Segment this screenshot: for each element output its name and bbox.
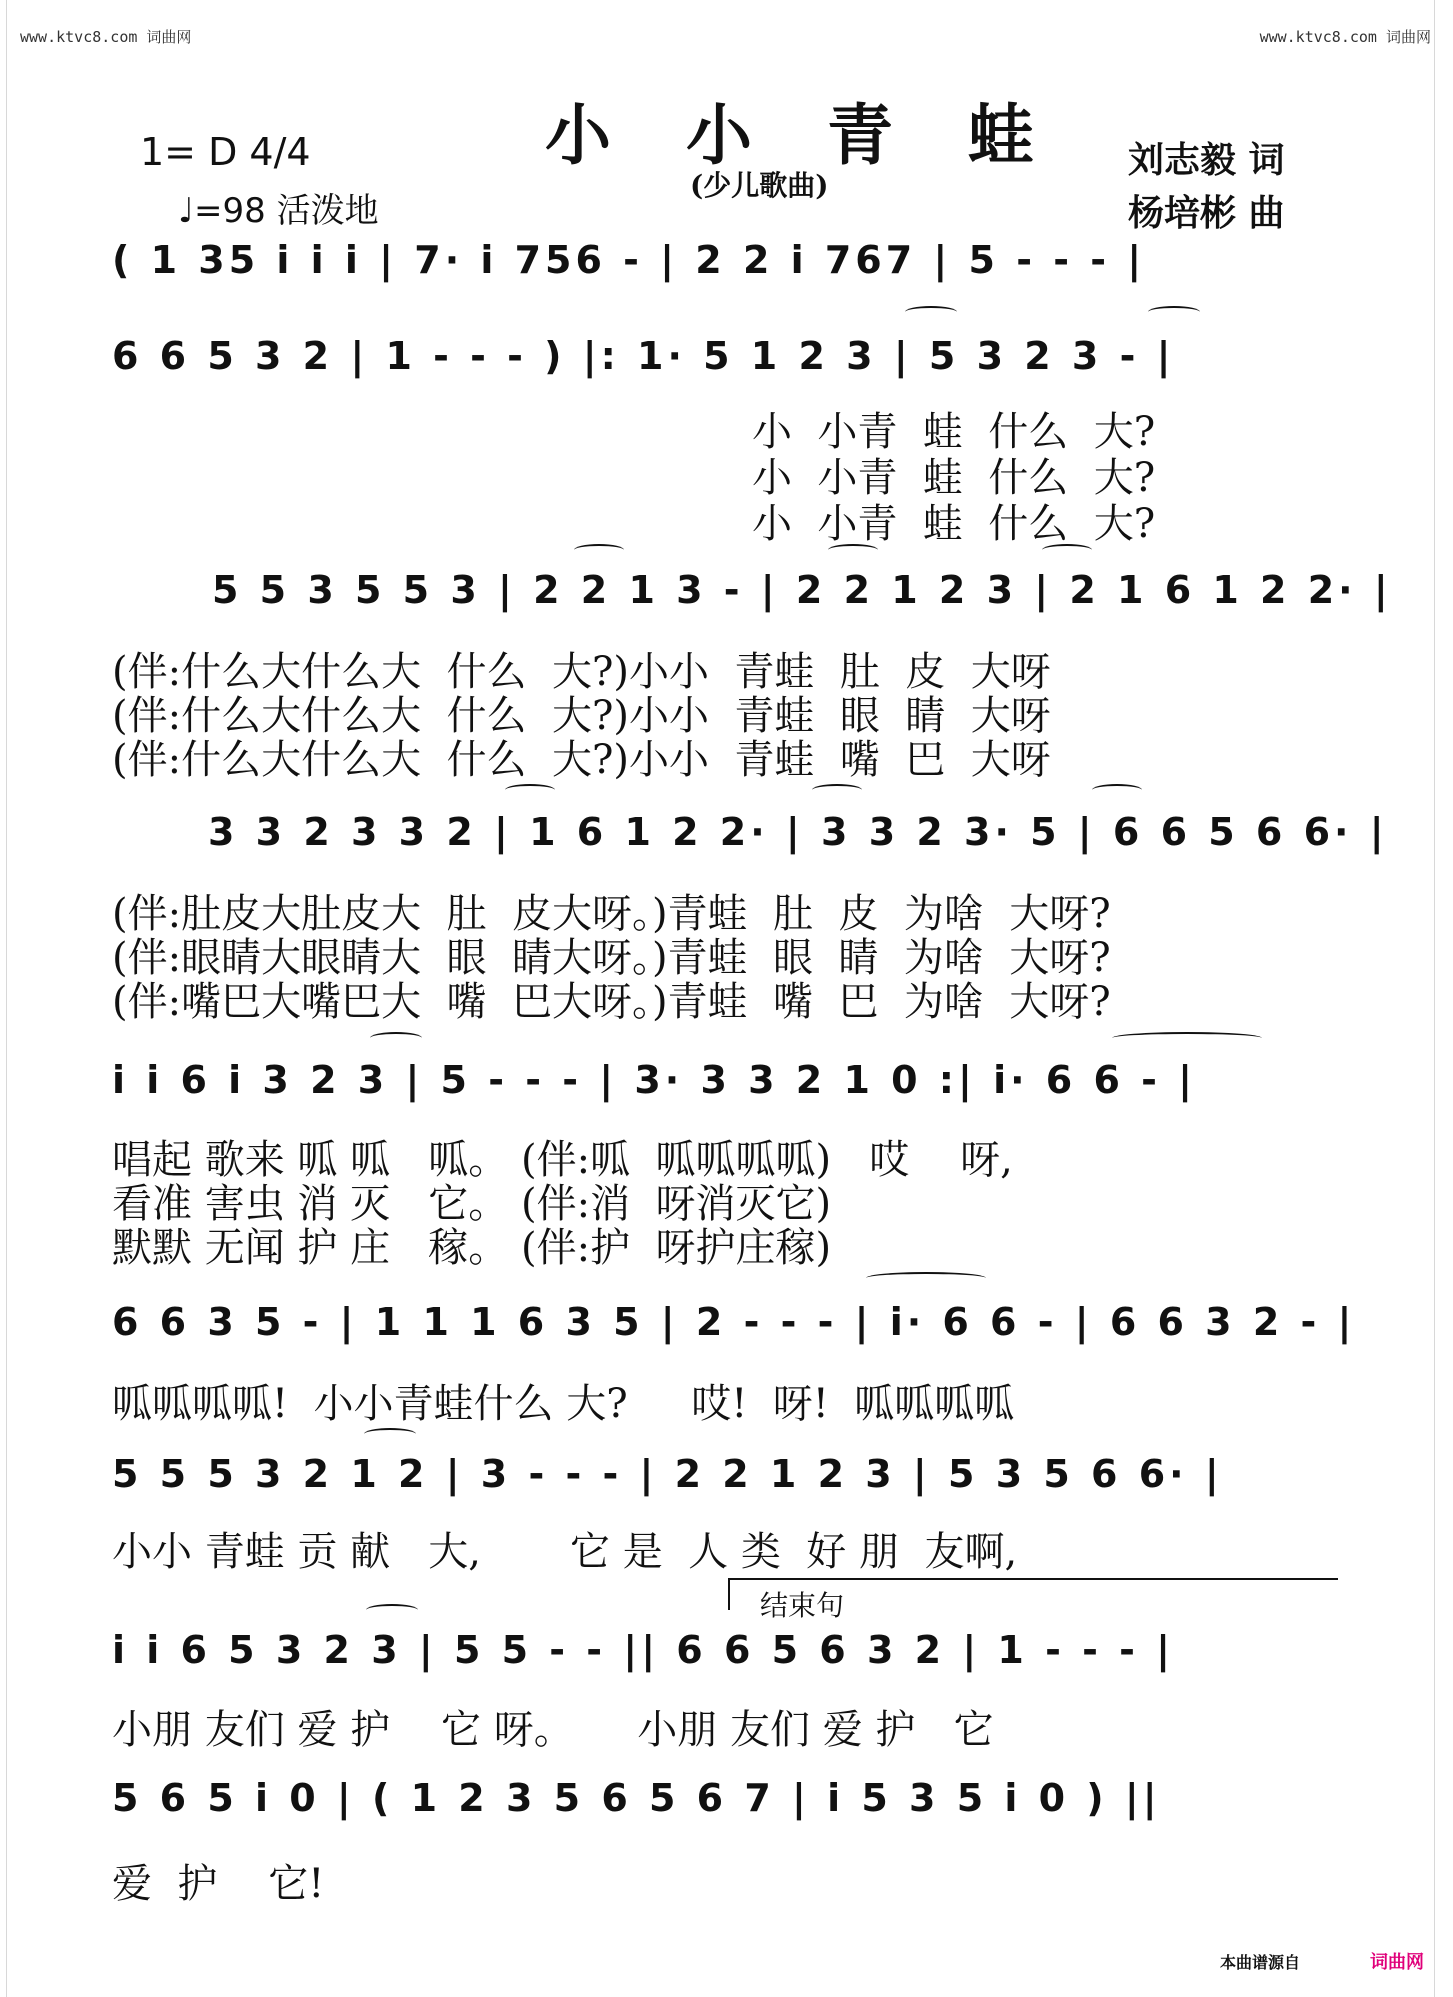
- composer-credit: 杨培彬 曲: [1128, 192, 1285, 234]
- subtitle: (少儿歌曲): [690, 169, 829, 202]
- lyricist-credit: 刘志毅 词: [1128, 139, 1285, 181]
- lyric-line: 看准 害虫 消 灭 它。 (伴:消 呀消灭它): [112, 1181, 832, 1227]
- site-url-left: www.ktvc8.com 词曲网: [20, 28, 192, 46]
- tie-mark: [505, 784, 555, 796]
- lyric-line: (伴:什么大什么大 什么 大?)小小 青蛙 肚 皮 大呀: [112, 649, 1051, 695]
- page-title: 小 小 青 蛙: [545, 96, 1060, 174]
- notation-line-6: 6 6 3 5 - | 1 1 1 6 3 5 | 2 - - - | i· 6 6 - | 6 6 3 2 - |: [112, 1300, 1356, 1344]
- notation-line-4: 3 3 2 3 3 2 | 1 6 1 2 2· | 3 3 2 3· 5 | 6 6 5 6 6· |: [208, 810, 1388, 854]
- notation-line-2: 6 6 5 3 2 | 1 - - - ) |: 1· 5 1 2 3 | 5 3 2 3 - |: [112, 334, 1175, 378]
- tie-mark: [828, 544, 878, 556]
- lyric-line: (伴:嘴巴大嘴巴大 嘴 巴大呀。)青蛙 嘴 巴 为啥 大呀?: [112, 979, 1111, 1025]
- key-signature: 1= D 4/4: [140, 130, 311, 174]
- lyric-line: (伴:什么大什么大 什么 大?)小小 青蛙 眼 睛 大呀: [112, 693, 1051, 739]
- lyric-line: 爱 护 它!: [112, 1861, 325, 1907]
- left-watermark-strip: [6, 0, 19, 1997]
- tie-mark: [1042, 544, 1092, 556]
- lyric-line: 小 小青 蛙 什么 大?: [752, 409, 1156, 455]
- site-url-right: www.ktvc8.com 词曲网: [1259, 28, 1431, 46]
- lyric-line: 小小 青蛙 贡 献 大, 它 是 人 类 好 朋 友啊,: [112, 1529, 1018, 1575]
- tie-mark: [574, 544, 624, 556]
- tie-mark: [812, 784, 862, 796]
- footer-source-text: 本曲谱源自: [1220, 1953, 1301, 1972]
- notation-line-1: ( 1 35 i i i | 7· i 756 - | 2 2 i 767 | 5 - - - |: [112, 238, 1146, 282]
- lyric-line: 默默 无闻 护 庄 稼。 (伴:护 呀护庄稼): [112, 1225, 832, 1271]
- notation-line-3: 5 5 3 5 5 3 | 2 2 1 3 - | 2 2 1 2 3 | 2 1 6 1 2 2· |: [212, 568, 1392, 612]
- tie-mark: [905, 306, 957, 318]
- tie-mark: [1148, 306, 1200, 318]
- lyric-line: 小 小青 蛙 什么 大?: [752, 501, 1156, 547]
- tie-mark: [866, 1272, 986, 1284]
- tie-mark: [366, 1604, 418, 1616]
- footer-site-link[interactable]: 词曲网: [1370, 1952, 1424, 1973]
- tie-mark: [1112, 1032, 1262, 1044]
- lyric-line: (伴:眼睛大眼睛大 眼 睛大呀。)青蛙 眼 睛 为啥 大呀?: [112, 935, 1111, 981]
- lyric-line: 唱起 歌来 呱 呱 呱。 (伴:呱 呱呱呱呱) 哎 呀,: [112, 1137, 1013, 1183]
- end-section-label: 结束句: [760, 1589, 845, 1622]
- lyric-line: 小 小青 蛙 什么 大?: [752, 455, 1156, 501]
- tie-mark: [364, 1428, 416, 1440]
- tempo-marking: ♩=98 活泼地: [178, 191, 379, 231]
- lyric-line: 小朋 友们 爱 护 它 呀。 小朋 友们 爱 护 它: [112, 1707, 994, 1753]
- tie-mark: [1092, 784, 1142, 796]
- notation-line-7: 5 5 5 3 2 1 2 | 3 - - - | 2 2 1 2 3 | 5 3 5 6 6· |: [112, 1452, 1223, 1496]
- lyric-line: (伴:肚皮大肚皮大 肚 皮大呀。)青蛙 肚 皮 为啥 大呀?: [112, 891, 1111, 937]
- lyric-line: 呱呱呱呱! 小小青蛙什么 大? 哎! 呀! 呱呱呱呱: [112, 1381, 1015, 1427]
- notation-line-8: i i 6 5 3 2 3 | 5 5 - - || 6 6 5 6 3 2 | 1 - - - |: [112, 1628, 1174, 1672]
- right-watermark-strip: [1434, 0, 1447, 1997]
- lyric-line: (伴:什么大什么大 什么 大?)小小 青蛙 嘴 巴 大呀: [112, 737, 1051, 783]
- notation-line-9: 5 6 5 i 0 | ( 1 2 3 5 6 5 6 7 | i 5 3 5 i 0 ) ||: [112, 1776, 1161, 1820]
- notation-line-5: i i 6 i 3 2 3 | 5 - - - | 3· 3 3 2 1 0 :| i· 6 6 - |: [112, 1058, 1197, 1102]
- tie-mark: [370, 1032, 422, 1044]
